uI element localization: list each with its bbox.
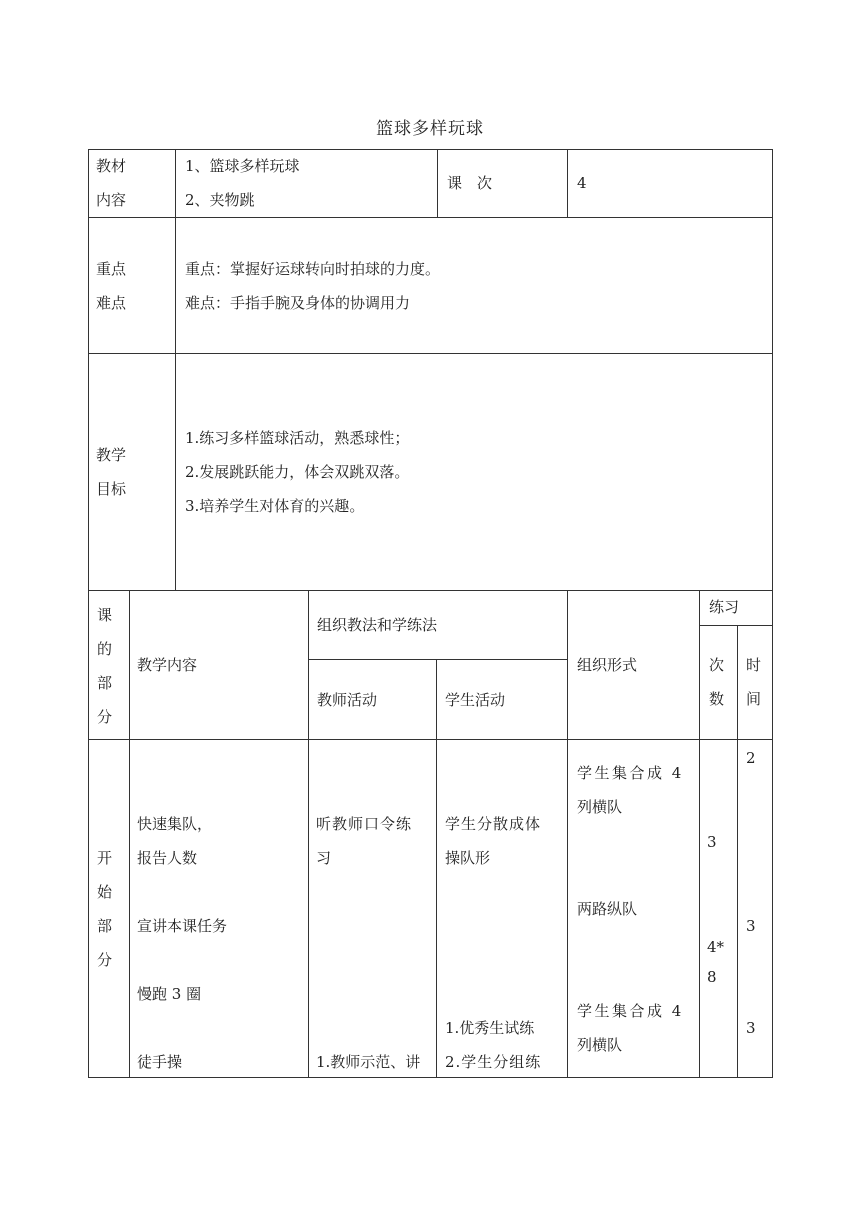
time-header-char: 间 — [746, 690, 762, 708]
start-part-char: 开 — [97, 849, 113, 867]
organization-form-header: 组织形式 — [577, 656, 638, 674]
part-header-char: 部 — [97, 674, 113, 692]
table-border-left — [88, 149, 89, 1078]
table-row-divider — [699, 625, 773, 626]
material-label: 教材 — [96, 157, 127, 175]
start-part-char: 始 — [97, 883, 113, 901]
start-part-char: 部 — [97, 917, 113, 935]
page-title: 篮球多样玩球 — [376, 119, 484, 139]
table-border-bottom — [88, 1077, 773, 1078]
table-row-divider — [88, 217, 773, 218]
organization-form: 学生集合成 4 — [577, 764, 684, 782]
lesson-number-value: 4 — [577, 174, 587, 192]
organization-form: 学生集合成 4 — [577, 1002, 684, 1020]
practice-time: 3 — [746, 917, 756, 935]
objectives-label: 教学 — [96, 446, 127, 464]
content-item: 宣讲本课任务 — [137, 917, 228, 935]
key-points-label: 重点 — [96, 260, 127, 278]
objective-item: 1.练习多样篮球活动，熟悉球性； — [185, 429, 410, 447]
key-points-label: 难点 — [96, 294, 127, 312]
start-part-char: 分 — [97, 951, 113, 969]
table-col-divider — [737, 625, 738, 1078]
teacher-activity: 1.教师示范、讲 — [316, 1053, 421, 1071]
content-item: 快速集队， — [137, 815, 213, 833]
table-col-divider — [129, 590, 130, 1078]
organization-form: 列横队 — [577, 1036, 623, 1054]
time-header-char: 时 — [746, 656, 762, 674]
material-label: 内容 — [96, 191, 127, 209]
table-col-divider — [567, 590, 568, 1078]
table-row-divider — [308, 659, 567, 660]
part-header-char: 的 — [97, 640, 113, 658]
table-col-divider — [436, 659, 437, 1078]
content-header: 教学内容 — [137, 656, 198, 674]
part-header-char: 分 — [97, 708, 113, 726]
student-activity: 1.优秀生试练 — [445, 1019, 535, 1037]
content-item: 慢跑 3 圈 — [137, 985, 202, 1003]
objective-item: 3.培养学生对体育的兴趣。 — [185, 497, 365, 515]
count-header-char: 数 — [709, 690, 725, 708]
table-col-divider — [699, 590, 700, 1078]
practice-count: 4* — [707, 938, 725, 956]
teacher-activity-header: 教师活动 — [317, 691, 378, 709]
table-border-right — [772, 149, 773, 1078]
material-item: 1、篮球多样玩球 — [185, 157, 300, 175]
practice-count: 8 — [707, 968, 717, 986]
practice-time: 3 — [746, 1019, 756, 1037]
table-row-divider — [88, 353, 773, 354]
lesson-number-label: 课 次 — [447, 174, 493, 192]
teacher-activity: 听教师口令练 — [316, 815, 413, 833]
count-header-char: 次 — [709, 656, 725, 674]
practice-header: 练习 — [709, 598, 740, 616]
student-activity: 学生分散成体 — [445, 815, 542, 833]
teacher-activity: 习 — [316, 849, 332, 867]
key-point-text: 重点：掌握好运球转向时拍球的力度。 — [185, 260, 441, 278]
table-col-divider — [567, 149, 568, 217]
table-col-divider — [437, 149, 438, 217]
objectives-label: 目标 — [96, 480, 127, 498]
material-item: 2、夹物跳 — [185, 191, 255, 209]
organization-form: 两路纵队 — [577, 900, 638, 918]
objective-item: 2.发展跳跃能力，体会双跳双落。 — [185, 463, 410, 481]
student-activity: 操队形 — [445, 849, 491, 867]
student-activity-header: 学生活动 — [445, 691, 506, 709]
methods-header: 组织教法和学练法 — [317, 616, 438, 634]
student-activity: 2.学生分组练 — [445, 1053, 542, 1071]
content-item: 报告人数 — [137, 849, 198, 867]
organization-form: 列横队 — [577, 798, 623, 816]
table-col-divider — [308, 590, 309, 1078]
practice-count: 3 — [707, 833, 717, 851]
practice-time: 2 — [746, 749, 756, 767]
table-row-divider — [88, 739, 773, 740]
content-item: 徒手操 — [137, 1053, 183, 1071]
table-row-divider — [88, 590, 773, 591]
part-header-char: 课 — [97, 606, 113, 624]
difficulty-text: 难点：手指手腕及身体的协调用力 — [185, 294, 411, 312]
table-col-divider — [175, 149, 176, 590]
lesson-plan-table — [88, 149, 773, 1078]
